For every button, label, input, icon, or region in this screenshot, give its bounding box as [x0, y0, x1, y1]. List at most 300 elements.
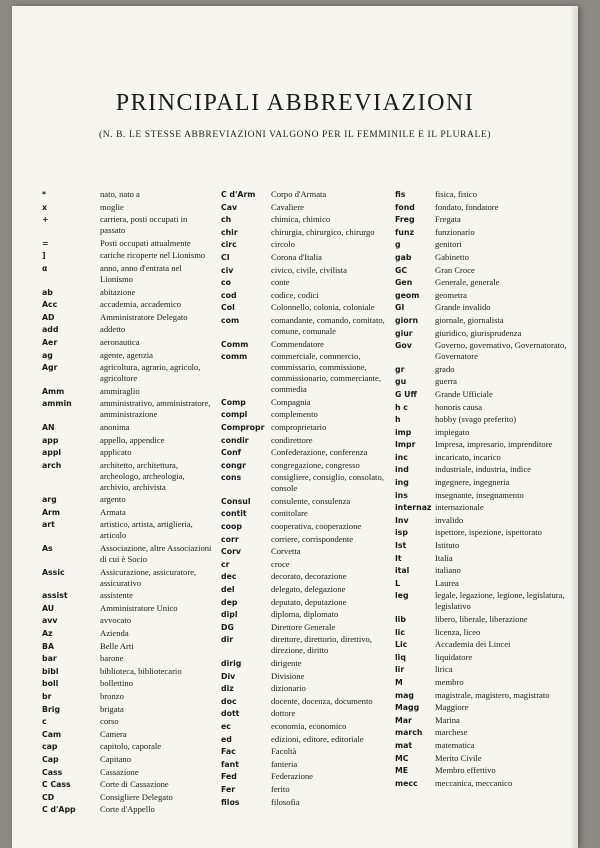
abbreviation-definition: congregazione, congresso	[271, 459, 360, 470]
abbreviation: Div	[221, 671, 236, 681]
abbreviation-definition: circolo	[271, 239, 295, 250]
abbreviation: Consul	[221, 496, 251, 506]
abbreviation: GC	[395, 265, 408, 275]
abbreviation: α	[42, 263, 48, 273]
abbreviation-entry	[395, 252, 567, 263]
abbreviation-entry	[395, 265, 567, 276]
abbreviation-entry	[42, 312, 214, 323]
abbreviation-definition: ferito	[271, 783, 290, 794]
abbreviation-definition: docente, docenza, documento	[271, 695, 373, 706]
abbreviation: appl	[42, 448, 62, 458]
abbreviation-definition: matematica	[435, 739, 475, 750]
abbreviation-entry	[221, 559, 398, 570]
page-edge-shadow	[570, 6, 578, 848]
abbreviation: G Uff	[395, 389, 417, 399]
abbreviation-definition: Grande Ufficiale	[435, 388, 493, 399]
abbreviation: ec	[221, 721, 231, 731]
abbreviation-definition: ammiraglio	[100, 385, 140, 396]
abbreviation-entry	[221, 721, 398, 732]
abbreviation-definition: contitolare	[271, 508, 308, 519]
abbreviation-entry	[395, 239, 567, 250]
abbreviation-definition: Consigliere Delegato	[100, 791, 173, 802]
abbreviation-entry	[221, 508, 398, 519]
abbreviation-entry	[395, 652, 567, 663]
abbreviation-entry	[42, 691, 214, 702]
abbreviation-definition: corso	[100, 716, 119, 727]
abbreviation: Gen	[395, 278, 413, 288]
abbreviation-definition: conte	[271, 277, 290, 288]
abbreviation-definition: Fregata	[435, 214, 461, 225]
abbreviation: com	[221, 315, 240, 325]
abbreviation-definition: Posti occupati attualmente	[100, 237, 191, 248]
abbreviation-definition: Facoltà	[271, 746, 297, 757]
abbreviation-definition: Governo, governativo, Governatorato, Governatore	[435, 340, 567, 362]
abbreviation-definition: croce	[271, 558, 290, 569]
abbreviation-definition: Capitano	[100, 753, 132, 764]
abbreviation-definition: giornale, giornalista	[435, 314, 504, 325]
abbreviation-definition: liquidatore	[435, 651, 473, 662]
abbreviation: CD	[42, 792, 55, 802]
abbreviation-entry	[221, 622, 398, 633]
abbreviation-entry	[221, 265, 398, 276]
abbreviation-definition: Corte di Cassazione	[100, 779, 169, 790]
abbreviation-definition: Gabinetto	[435, 251, 469, 262]
abbreviation: ]	[42, 251, 46, 261]
abbreviation: ital	[395, 566, 410, 576]
abbreviation-entry	[42, 641, 214, 652]
abbreviation-definition: meccanica, meccanico	[435, 777, 513, 788]
abbreviation-entry	[42, 435, 214, 446]
abbreviation-entry	[42, 350, 214, 361]
abbreviation: fond	[395, 202, 415, 212]
abbreviation-entry	[221, 422, 398, 433]
abbreviation-entry	[395, 439, 567, 450]
abbreviation: As	[42, 544, 53, 554]
abbreviation-entry	[395, 727, 567, 738]
abbreviation-entry	[221, 472, 398, 494]
abbreviation: Col	[221, 303, 235, 313]
abbreviation: br	[42, 692, 52, 701]
abbreviation-definition: Laurea	[435, 577, 459, 588]
abbreviation-entry	[395, 477, 567, 488]
abbreviation-entry	[42, 189, 214, 200]
abbreviation-entry	[221, 227, 398, 238]
abbreviation-definition: ispettore, ispezione, ispettorato	[435, 527, 542, 538]
abbreviation: march	[395, 728, 423, 738]
abbreviation-entry	[42, 214, 214, 236]
abbreviation: c	[42, 717, 47, 727]
abbreviation: Fer	[221, 784, 236, 794]
abbreviation: add	[42, 325, 59, 335]
abbreviation: =	[42, 238, 49, 248]
abbreviation-definition: Generale, generale	[435, 277, 500, 288]
abbreviation: corr	[221, 534, 239, 544]
abbreviation-definition: argento	[100, 494, 126, 505]
abbreviation-entry	[221, 189, 398, 200]
abbreviation: Amm	[42, 386, 65, 396]
abbreviation: It	[395, 553, 402, 563]
abbreviation: lib	[395, 615, 406, 624]
abbreviation: Assic	[42, 567, 65, 577]
abbreviation: mecc	[395, 778, 418, 788]
abbreviation-entry	[395, 277, 567, 288]
abbreviation-entry	[395, 214, 567, 225]
abbreviation-entry	[395, 664, 567, 675]
abbreviation-entry	[221, 584, 398, 595]
abbreviation-definition: Direttore Generale	[271, 621, 336, 632]
abbreviation: dep	[221, 597, 238, 607]
abbreviation-definition: dirigente	[271, 658, 302, 668]
abbreviation-entry	[395, 502, 567, 513]
abbreviation-column-1	[42, 189, 214, 817]
abbreviation: gu	[395, 377, 407, 387]
abbreviation-entry	[221, 460, 398, 471]
abbreviation-definition: Colonnello, colonia, coloniale	[271, 302, 375, 313]
abbreviation-definition: comproprietario	[271, 421, 327, 432]
abbreviation-definition: carriera, posti occupati in passato	[100, 214, 188, 236]
abbreviation-definition: appello, appendice	[100, 434, 165, 445]
abbreviation-entry	[395, 452, 567, 463]
abbreviation-entry	[221, 202, 398, 213]
abbreviation: Gov	[395, 341, 412, 351]
abbreviation-definition: consulente, consulenza	[271, 495, 351, 506]
abbreviation: bibl	[42, 666, 59, 676]
abbreviation-entry	[42, 287, 214, 298]
abbreviation-definition: honoris causa	[435, 401, 483, 412]
abbreviation-definition: Assicurazione, assicuratore, assicurativo	[100, 566, 197, 588]
abbreviation-definition: filosofia	[271, 796, 300, 807]
abbreviation: h c	[395, 402, 408, 412]
abbreviation-definition: fanteria	[271, 758, 298, 769]
abbreviation-definition: Marina	[435, 714, 460, 725]
abbreviation-definition: capitolo, caporale	[100, 741, 162, 752]
abbreviation: CI	[221, 252, 230, 262]
abbreviation-entry	[395, 227, 567, 238]
abbreviation-entry	[221, 239, 398, 250]
abbreviation-definition: direttore, direttorio, direttivo, direzione, diritto	[271, 634, 372, 656]
abbreviation-entry	[221, 734, 398, 745]
abbreviation: gab	[395, 252, 412, 262]
abbreviation: imp	[395, 427, 412, 437]
abbreviation: GI	[395, 303, 405, 313]
abbreviation-entry	[395, 328, 567, 339]
abbreviation: Fed	[221, 772, 237, 782]
abbreviation: Compropr	[221, 422, 265, 432]
abbreviation-definition: moglie	[100, 201, 124, 212]
abbreviation-entry	[42, 422, 214, 433]
abbreviation-definition: Cavaliere	[271, 201, 304, 212]
abbreviation-definition: lirica	[435, 664, 453, 675]
abbreviation-definition: chimica, chimico	[271, 214, 331, 225]
abbreviation-entry	[42, 666, 214, 677]
abbreviation-definition: hobby (svago preferito)	[435, 414, 517, 425]
abbreviation-entry	[42, 543, 214, 565]
abbreviation-entry	[395, 565, 567, 576]
abbreviation-definition: genitori	[435, 239, 462, 250]
abbreviation-definition: Commendatore	[271, 338, 324, 349]
abbreviation: C d'App	[42, 805, 76, 815]
abbreviation-entry	[42, 754, 214, 765]
abbreviation-definition: commerciale, commercio, commissario, commissione, commissionario, commerciante, commedia	[271, 351, 382, 395]
abbreviation: Arm	[42, 507, 61, 517]
abbreviation-entry	[42, 603, 214, 614]
page	[12, 6, 578, 848]
abbreviation: Ist	[395, 541, 407, 551]
abbreviation-entry	[395, 302, 567, 313]
abbreviation-definition: Armata	[100, 506, 126, 517]
abbreviation-entry	[42, 716, 214, 727]
abbreviation-definition: Corte d'Appello	[100, 804, 155, 815]
abbreviation-definition: Belle Arti	[100, 640, 134, 651]
abbreviation-entry	[221, 759, 398, 770]
abbreviation: dirig	[221, 659, 242, 668]
abbreviation: circ	[221, 240, 237, 250]
abbreviation: doc	[221, 696, 237, 706]
abbreviation-entry	[221, 597, 398, 608]
abbreviation-entry	[221, 290, 398, 301]
abbreviation-entry	[395, 639, 567, 650]
abbreviation: AD	[42, 312, 55, 322]
abbreviation-entry	[395, 540, 567, 551]
abbreviation: ME	[395, 766, 409, 776]
abbreviation-entry	[221, 351, 398, 395]
abbreviation-entry	[395, 490, 567, 501]
abbreviation-entry	[395, 553, 567, 564]
abbreviation-definition: internazionale	[435, 502, 484, 513]
abbreviation: ins	[395, 490, 408, 500]
abbreviation-definition: geometra	[435, 289, 467, 300]
abbreviation-definition: anno, anno d'entrata nel Lionismo	[100, 262, 182, 284]
abbreviation-column-3	[395, 189, 567, 790]
abbreviation-definition: incaricato, incarico	[435, 451, 501, 462]
abbreviation-entry	[221, 708, 398, 719]
abbreviation-definition: economia, economico	[271, 720, 347, 731]
abbreviation-definition: applicato	[100, 447, 132, 458]
abbreviation: Cap	[42, 754, 59, 764]
abbreviation: giur	[395, 328, 413, 338]
abbreviation: chir	[221, 227, 238, 237]
abbreviation: AN	[42, 422, 55, 432]
abbreviation-definition: Impresa, impresario, imprenditore	[435, 439, 553, 450]
abbreviation: MC	[395, 753, 409, 763]
abbreviation-entry	[42, 507, 214, 518]
abbreviation-definition: dottore	[271, 708, 296, 719]
abbreviation-entry	[395, 315, 567, 326]
abbreviation: congr	[221, 460, 246, 470]
abbreviation: mat	[395, 740, 413, 750]
abbreviation: compl	[221, 410, 248, 420]
abbreviation: ing	[395, 478, 409, 488]
abbreviation-entry	[221, 397, 398, 408]
abbreviation: ind	[395, 465, 409, 475]
abbreviation-entry	[42, 804, 214, 815]
abbreviation-definition: Federazione	[271, 771, 313, 782]
abbreviation-definition: accademia, accademico	[100, 299, 182, 310]
abbreviation: boll	[42, 679, 59, 689]
abbreviation-definition: condirettore	[271, 434, 313, 445]
abbreviation-entry	[395, 427, 567, 438]
abbreviation-definition: assistente	[100, 590, 133, 601]
abbreviation-entry	[395, 364, 567, 375]
abbreviation-definition: Membro effettivo	[435, 765, 496, 776]
abbreviation-entry	[395, 715, 567, 726]
abbreviation-entry	[221, 797, 398, 808]
abbreviation: DG	[221, 622, 234, 632]
abbreviation-entry	[42, 653, 214, 664]
abbreviation-entry	[395, 578, 567, 589]
abbreviation-definition: dizionario	[271, 683, 306, 694]
abbreviation-entry	[395, 464, 567, 475]
abbreviation-entry	[42, 678, 214, 689]
abbreviation-entry	[395, 702, 567, 713]
abbreviation: Comp	[221, 397, 246, 407]
abbreviation: Lic	[395, 640, 408, 650]
abbreviation-entry	[221, 315, 398, 337]
abbreviation-entry	[42, 202, 214, 213]
abbreviation-definition: aeronautica	[100, 336, 140, 347]
abbreviation: arch	[42, 460, 62, 470]
abbreviation-definition: brigata	[100, 703, 124, 714]
abbreviation: C Cass	[42, 780, 71, 790]
abbreviation: internaz	[395, 503, 432, 513]
abbreviation: avv	[42, 616, 58, 626]
abbreviation-entry	[395, 614, 567, 625]
abbreviation: cr	[221, 559, 230, 569]
abbreviation-definition: deputato, deputazione	[271, 596, 347, 607]
page-title: PRINCIPALI ABBREVIAZIONI	[115, 90, 475, 116]
abbreviation: fant	[221, 759, 239, 769]
abbreviation-entry	[221, 496, 398, 507]
abbreviation-definition: invalido	[435, 514, 464, 525]
abbreviation-entry	[42, 519, 214, 541]
abbreviation: dec	[221, 572, 237, 582]
abbreviation-definition: licenza, liceo	[435, 626, 481, 637]
abbreviation: fis	[395, 190, 406, 199]
abbreviation-definition: complemento	[271, 409, 318, 420]
abbreviation-definition: libero, liberale, liberazione	[435, 614, 528, 624]
abbreviation-definition: Corona d'Italia	[271, 251, 322, 262]
abbreviation-definition: Associazione, altre Associazioni di cui è Socio	[100, 543, 212, 565]
abbreviation-entry	[221, 534, 398, 545]
abbreviation-definition: diploma, diplomato	[271, 609, 339, 620]
abbreviation: Agr	[42, 363, 58, 373]
abbreviation-definition: decorato, decorazione	[271, 571, 347, 582]
abbreviation: giorn	[395, 315, 419, 325]
abbreviation-definition: fisica, fisico	[435, 189, 477, 199]
abbreviation: lic	[395, 627, 405, 637]
abbreviation-entry	[395, 389, 567, 400]
abbreviation-definition: industriale, industria, indice	[435, 464, 531, 475]
abbreviation-entry	[221, 784, 398, 795]
abbreviation: ab	[42, 287, 53, 297]
abbreviation-entry	[42, 729, 214, 740]
abbreviation-entry	[42, 494, 214, 505]
abbreviation-entry	[395, 690, 567, 701]
abbreviation-definition: anonima	[100, 421, 130, 432]
abbreviation-definition: Cassazione	[100, 766, 139, 777]
abbreviation-definition: Maggiore	[435, 702, 469, 713]
abbreviation-entry	[221, 447, 398, 458]
abbreviation: co	[221, 278, 231, 288]
abbreviation: gr	[395, 364, 405, 374]
abbreviation-definition: Compagnia	[271, 396, 311, 407]
abbreviation-entry	[42, 398, 214, 420]
abbreviation-definition: guerra	[435, 376, 457, 387]
abbreviation-definition: artistico, artista, artiglieria, articolo	[100, 519, 193, 541]
abbreviation-entry	[221, 521, 398, 532]
abbreviation: C d'Arm	[221, 190, 256, 199]
abbreviation: app	[42, 435, 59, 445]
abbreviation: BA	[42, 641, 54, 651]
abbreviation: isp	[395, 528, 408, 538]
abbreviation: L	[395, 578, 400, 588]
abbreviation-entry	[221, 302, 398, 313]
abbreviation: art	[42, 520, 55, 530]
abbreviation: filos	[221, 797, 240, 807]
abbreviation-definition: Divisione	[271, 670, 305, 681]
abbreviation: cons	[221, 473, 242, 483]
abbreviation-definition: membro	[435, 676, 464, 687]
abbreviation: cod	[221, 290, 237, 300]
abbreviation-definition: architetto, architettura, archeologo, archeologia, archivio, archivista	[100, 459, 185, 492]
abbreviation-entry	[42, 263, 214, 285]
abbreviation-definition: corriere, corrispondente	[271, 533, 354, 544]
abbreviation: funz	[395, 227, 415, 237]
abbreviation: ag	[42, 350, 53, 360]
abbreviation: dir	[221, 635, 234, 645]
abbreviation: M	[395, 677, 403, 687]
abbreviation-entry	[221, 546, 398, 557]
abbreviation-definition: abitazione	[100, 286, 136, 297]
abbreviation-entry	[221, 634, 398, 656]
abbreviation: x	[42, 202, 48, 212]
abbreviation: Aer	[42, 337, 58, 347]
abbreviation: comm	[221, 352, 248, 362]
abbreviation-definition: insegnante, insegnamento	[435, 489, 524, 500]
abbreviation-entry	[42, 337, 214, 348]
abbreviation: cap	[42, 742, 58, 752]
abbreviation-entry	[395, 402, 567, 413]
abbreviation-definition: avvocato	[100, 615, 132, 626]
abbreviation: del	[221, 585, 235, 595]
abbreviation-entry	[42, 460, 214, 493]
page-subtitle: (N. B. LE STESSE ABBREVIAZIONI VALGONO PER IL FEMMINILE E IL PLURALE)	[98, 130, 492, 140]
abbreviation: Az	[42, 629, 53, 639]
abbreviation-entry	[42, 590, 214, 601]
abbreviation-entry	[221, 683, 398, 694]
abbreviation: dipl	[221, 610, 238, 620]
abbreviation-definition: Grande invalido	[435, 302, 491, 313]
abbreviation-definition: funzionario	[435, 226, 475, 237]
abbreviation: Comm	[221, 339, 249, 349]
abbreviation: arg	[42, 495, 57, 505]
abbreviation-entry	[221, 696, 398, 707]
abbreviation-definition: addetto	[100, 324, 126, 335]
abbreviation-entry	[42, 238, 214, 249]
abbreviation: *	[42, 190, 47, 199]
abbreviation: civ	[221, 265, 234, 275]
abbreviation-entry	[221, 214, 398, 225]
abbreviation-entry	[221, 277, 398, 288]
abbreviation: inc	[395, 452, 408, 462]
abbreviation: condir	[221, 435, 249, 445]
abbreviation-definition: chirurgia, chirurgico, chirurgo	[271, 226, 375, 237]
abbreviation-entry	[221, 771, 398, 782]
abbreviation-entry	[42, 792, 214, 803]
abbreviation-entry	[395, 677, 567, 688]
abbreviation-definition: amministrativo, amministratore, amministrazione	[100, 398, 211, 420]
abbreviation-definition: Camera	[100, 728, 127, 739]
